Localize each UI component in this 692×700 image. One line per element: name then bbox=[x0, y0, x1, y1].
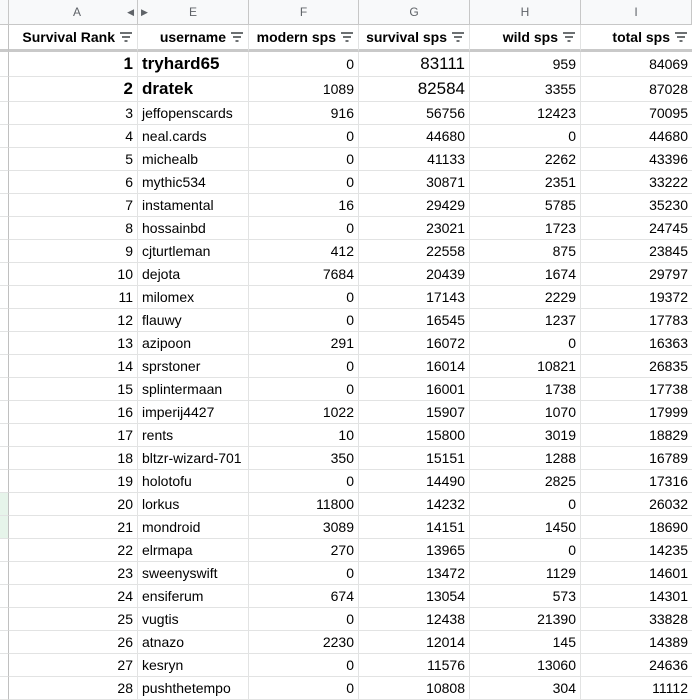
table-row bbox=[0, 677, 692, 700]
cell-wild-sps[interactable]: 3355 bbox=[470, 77, 581, 102]
cell-survival-sps[interactable]: 23021 bbox=[359, 217, 470, 240]
cell-modern-sps[interactable]: 0 bbox=[249, 171, 359, 194]
unhide-left-icon[interactable]: ◀ bbox=[127, 7, 134, 17]
cell-username[interactable]: instamental bbox=[138, 194, 249, 217]
cell-wild-sps[interactable]: 145 bbox=[470, 631, 581, 654]
cell-total-sps[interactable]: 84069 bbox=[581, 52, 692, 77]
cell-modern-sps[interactable]: 0 bbox=[249, 286, 359, 309]
cell-total-sps[interactable]: 14601 bbox=[581, 562, 692, 585]
cell-wild-sps[interactable]: 1070 bbox=[470, 401, 581, 424]
cell-wild-sps[interactable]: 2825 bbox=[470, 470, 581, 493]
cell-rank[interactable]: 1 bbox=[9, 52, 138, 77]
table-header-row bbox=[0, 25, 692, 52]
cell-modern-sps[interactable]: 350 bbox=[249, 447, 359, 470]
cell-rank[interactable]: 4 bbox=[9, 125, 138, 148]
cell-username[interactable]: jeffopenscards bbox=[138, 102, 249, 125]
cell-modern-sps[interactable]: 2230 bbox=[249, 631, 359, 654]
row-gutter bbox=[0, 171, 9, 194]
cell-total-sps[interactable]: 16789 bbox=[581, 447, 692, 470]
cell-wild-sps[interactable]: 1738 bbox=[470, 378, 581, 401]
cell-wild-sps[interactable]: 2351 bbox=[470, 171, 581, 194]
cell-modern-sps[interactable]: 0 bbox=[249, 470, 359, 493]
cell-username[interactable]: holotofu bbox=[138, 470, 249, 493]
cell-rank[interactable]: 15 bbox=[9, 378, 138, 401]
cell-rank[interactable]: 26 bbox=[9, 631, 138, 654]
cell-wild-sps[interactable]: 2262 bbox=[470, 148, 581, 171]
cell-wild-sps[interactable]: 21390 bbox=[470, 608, 581, 631]
cell-modern-sps[interactable]: 0 bbox=[249, 148, 359, 171]
cell-rank[interactable]: 24 bbox=[9, 585, 138, 608]
column-header-f[interactable] bbox=[249, 0, 359, 25]
row-gutter bbox=[0, 148, 9, 171]
cell-survival-sps[interactable]: 82584 bbox=[359, 77, 470, 102]
header-label: wild sps bbox=[502, 29, 558, 45]
cell-wild-sps[interactable]: 1723 bbox=[470, 217, 581, 240]
cell-total-sps[interactable]: 24636 bbox=[581, 654, 692, 677]
cell-username[interactable]: pushthetempo bbox=[138, 677, 249, 700]
cell-survival-sps[interactable]: 12014 bbox=[359, 631, 470, 654]
row-gutter bbox=[0, 424, 9, 447]
column-header-g[interactable] bbox=[359, 0, 470, 25]
cell-survival-sps[interactable]: 14490 bbox=[359, 470, 470, 493]
table-row bbox=[0, 263, 692, 286]
table-row bbox=[0, 631, 692, 654]
cell-total-sps[interactable]: 29797 bbox=[581, 263, 692, 286]
header-label: Survival Rank bbox=[22, 29, 115, 45]
cell-username[interactable]: flauwy bbox=[138, 309, 249, 332]
cell-rank[interactable]: 27 bbox=[9, 654, 138, 677]
cell-total-sps[interactable]: 33222 bbox=[581, 171, 692, 194]
cell-username[interactable]: hossainbd bbox=[138, 217, 249, 240]
row-gutter bbox=[0, 194, 9, 217]
table-row bbox=[0, 171, 692, 194]
header-label: username bbox=[159, 29, 226, 45]
cell-wild-sps[interactable]: 12423 bbox=[470, 102, 581, 125]
cell-survival-sps[interactable]: 83111 bbox=[359, 52, 470, 77]
cell-wild-sps[interactable]: 304 bbox=[470, 677, 581, 700]
cell-survival-sps[interactable]: 29429 bbox=[359, 194, 470, 217]
row-gutter bbox=[0, 25, 9, 52]
row-gutter bbox=[0, 539, 9, 562]
cell-username[interactable]: tryhard65 bbox=[138, 52, 249, 77]
cell-rank[interactable]: 19 bbox=[9, 470, 138, 493]
cell-rank[interactable]: 25 bbox=[9, 608, 138, 631]
table-row bbox=[0, 77, 692, 102]
row-gutter bbox=[0, 470, 9, 493]
column-letter: I bbox=[634, 5, 638, 19]
cell-modern-sps[interactable]: 0 bbox=[249, 608, 359, 631]
selection-marker bbox=[0, 493, 9, 515]
cell-total-sps[interactable]: 23845 bbox=[581, 240, 692, 263]
cell-username[interactable]: sweenyswift bbox=[138, 562, 249, 585]
header-label: modern sps bbox=[256, 29, 336, 45]
cell-modern-sps[interactable]: 0 bbox=[249, 355, 359, 378]
table-row bbox=[0, 102, 692, 125]
cell-survival-sps[interactable]: 44680 bbox=[359, 125, 470, 148]
cell-username[interactable]: elrmapa bbox=[138, 539, 249, 562]
cell-username[interactable]: atnazo bbox=[138, 631, 249, 654]
header-total-sps[interactable] bbox=[581, 25, 692, 52]
cell-username[interactable]: neal.cards bbox=[138, 125, 249, 148]
cell-username[interactable]: dejota bbox=[138, 263, 249, 286]
cell-modern-sps[interactable]: 7684 bbox=[249, 263, 359, 286]
row-gutter bbox=[0, 286, 9, 309]
cell-modern-sps[interactable]: 1089 bbox=[249, 77, 359, 102]
cell-username[interactable]: splintermaan bbox=[138, 378, 249, 401]
column-header-i[interactable] bbox=[581, 0, 692, 25]
cell-total-sps[interactable]: 17316 bbox=[581, 470, 692, 493]
cell-survival-sps[interactable]: 11576 bbox=[359, 654, 470, 677]
row-gutter bbox=[0, 125, 9, 148]
row-gutter bbox=[0, 77, 9, 102]
table-row bbox=[0, 447, 692, 470]
cell-survival-sps[interactable]: 41133 bbox=[359, 148, 470, 171]
row-gutter bbox=[0, 240, 9, 263]
table-row bbox=[0, 378, 692, 401]
cell-modern-sps[interactable]: 412 bbox=[249, 240, 359, 263]
cell-rank[interactable]: 23 bbox=[9, 562, 138, 585]
filter-icon[interactable] bbox=[120, 32, 132, 42]
cell-username[interactable]: ensiferum bbox=[138, 585, 249, 608]
cell-total-sps[interactable]: 16363 bbox=[581, 332, 692, 355]
column-letter: A bbox=[73, 5, 82, 19]
cell-rank[interactable]: 16 bbox=[9, 401, 138, 424]
cell-wild-sps[interactable]: 2229 bbox=[470, 286, 581, 309]
cell-total-sps[interactable]: 43396 bbox=[581, 148, 692, 171]
corner-cell[interactable] bbox=[0, 0, 9, 25]
row-gutter bbox=[0, 493, 9, 516]
column-letter: F bbox=[299, 5, 308, 19]
cell-total-sps[interactable]: 14389 bbox=[581, 631, 692, 654]
table-row bbox=[0, 148, 692, 171]
cell-total-sps[interactable]: 26032 bbox=[581, 493, 692, 516]
row-gutter bbox=[0, 332, 9, 355]
table-row bbox=[0, 217, 692, 240]
cell-survival-sps[interactable]: 22558 bbox=[359, 240, 470, 263]
cell-survival-sps[interactable]: 13054 bbox=[359, 585, 470, 608]
cell-rank[interactable]: 8 bbox=[9, 217, 138, 240]
table-row bbox=[0, 493, 692, 516]
unhide-right-icon[interactable]: ▶ bbox=[141, 7, 148, 17]
cell-username[interactable]: rents bbox=[138, 424, 249, 447]
filter-icon[interactable] bbox=[563, 32, 575, 42]
cell-total-sps[interactable]: 14235 bbox=[581, 539, 692, 562]
row-gutter bbox=[0, 447, 9, 470]
table-row bbox=[0, 516, 692, 539]
cell-username[interactable]: imperij4427 bbox=[138, 401, 249, 424]
cell-modern-sps[interactable]: 0 bbox=[249, 562, 359, 585]
cell-modern-sps[interactable]: 916 bbox=[249, 102, 359, 125]
table-row bbox=[0, 332, 692, 355]
cell-modern-sps[interactable]: 0 bbox=[249, 677, 359, 700]
cell-username[interactable]: dratek bbox=[138, 77, 249, 102]
cell-rank[interactable]: 14 bbox=[9, 355, 138, 378]
cell-wild-sps[interactable]: 0 bbox=[470, 539, 581, 562]
cell-total-sps[interactable]: 70095 bbox=[581, 102, 692, 125]
table-row bbox=[0, 562, 692, 585]
cell-rank[interactable]: 18 bbox=[9, 447, 138, 470]
cell-rank[interactable]: 10 bbox=[9, 263, 138, 286]
cell-rank[interactable]: 6 bbox=[9, 171, 138, 194]
table-body bbox=[0, 52, 692, 700]
cell-wild-sps[interactable]: 0 bbox=[470, 332, 581, 355]
cell-survival-sps[interactable]: 15907 bbox=[359, 401, 470, 424]
cell-wild-sps[interactable]: 0 bbox=[470, 125, 581, 148]
cell-username[interactable]: bltzr-wizard-701 bbox=[138, 447, 249, 470]
cell-total-sps[interactable]: 44680 bbox=[581, 125, 692, 148]
table-row bbox=[0, 286, 692, 309]
cell-survival-sps[interactable]: 14151 bbox=[359, 516, 470, 539]
cell-total-sps[interactable]: 18690 bbox=[581, 516, 692, 539]
cell-rank[interactable]: 7 bbox=[9, 194, 138, 217]
column-letter: H bbox=[520, 5, 530, 19]
cell-modern-sps[interactable]: 0 bbox=[249, 378, 359, 401]
header-wild-sps[interactable] bbox=[470, 25, 581, 52]
cell-total-sps[interactable]: 18829 bbox=[581, 424, 692, 447]
cell-total-sps[interactable]: 19372 bbox=[581, 286, 692, 309]
cell-rank[interactable]: 13 bbox=[9, 332, 138, 355]
cell-username[interactable]: kesryn bbox=[138, 654, 249, 677]
table-row bbox=[0, 125, 692, 148]
cell-rank[interactable]: 9 bbox=[9, 240, 138, 263]
cell-wild-sps[interactable]: 1237 bbox=[470, 309, 581, 332]
cell-modern-sps[interactable]: 0 bbox=[249, 125, 359, 148]
cell-total-sps[interactable]: 17999 bbox=[581, 401, 692, 424]
filter-icon[interactable] bbox=[231, 32, 243, 42]
table-row bbox=[0, 585, 692, 608]
cell-survival-sps[interactable]: 10808 bbox=[359, 677, 470, 700]
header-survival-rank[interactable] bbox=[9, 25, 138, 52]
row-gutter bbox=[0, 585, 9, 608]
cell-rank[interactable]: 22 bbox=[9, 539, 138, 562]
row-gutter bbox=[0, 631, 9, 654]
header-label: total sps bbox=[612, 29, 670, 45]
filter-icon[interactable] bbox=[675, 32, 687, 42]
row-gutter bbox=[0, 378, 9, 401]
cell-modern-sps[interactable]: 11800 bbox=[249, 493, 359, 516]
cell-survival-sps[interactable]: 16001 bbox=[359, 378, 470, 401]
column-header-e[interactable] bbox=[138, 0, 249, 25]
cell-modern-sps[interactable]: 10 bbox=[249, 424, 359, 447]
cell-survival-sps[interactable]: 17143 bbox=[359, 286, 470, 309]
cell-modern-sps[interactable]: 0 bbox=[249, 52, 359, 77]
cell-survival-sps[interactable]: 13965 bbox=[359, 539, 470, 562]
cell-total-sps[interactable]: 87028 bbox=[581, 77, 692, 102]
row-gutter bbox=[0, 309, 9, 332]
cell-username[interactable]: mythic534 bbox=[138, 171, 249, 194]
cell-survival-sps[interactable]: 16545 bbox=[359, 309, 470, 332]
row-gutter bbox=[0, 677, 9, 700]
cell-wild-sps[interactable]: 1288 bbox=[470, 447, 581, 470]
filter-icon[interactable] bbox=[452, 32, 464, 42]
cell-wild-sps[interactable]: 13060 bbox=[470, 654, 581, 677]
cell-modern-sps[interactable]: 674 bbox=[249, 585, 359, 608]
cell-rank[interactable]: 21 bbox=[9, 516, 138, 539]
row-gutter bbox=[0, 654, 9, 677]
cell-rank[interactable]: 12 bbox=[9, 309, 138, 332]
table-row bbox=[0, 401, 692, 424]
cell-rank[interactable]: 17 bbox=[9, 424, 138, 447]
table-row bbox=[0, 52, 692, 77]
cell-modern-sps[interactable]: 16 bbox=[249, 194, 359, 217]
cell-rank[interactable]: 2 bbox=[9, 77, 138, 102]
table-row bbox=[0, 608, 692, 631]
header-modern-sps[interactable] bbox=[249, 25, 359, 52]
column-header-a[interactable] bbox=[9, 0, 138, 25]
table-row bbox=[0, 309, 692, 332]
cell-survival-sps[interactable]: 13472 bbox=[359, 562, 470, 585]
cell-wild-sps[interactable]: 875 bbox=[470, 240, 581, 263]
cell-survival-sps[interactable]: 12438 bbox=[359, 608, 470, 631]
cell-wild-sps[interactable]: 573 bbox=[470, 585, 581, 608]
cell-modern-sps[interactable]: 3089 bbox=[249, 516, 359, 539]
column-header-h[interactable] bbox=[470, 0, 581, 25]
cell-total-sps[interactable]: 17783 bbox=[581, 309, 692, 332]
header-label: survival sps bbox=[366, 29, 447, 45]
cell-wild-sps[interactable]: 3019 bbox=[470, 424, 581, 447]
cell-wild-sps[interactable]: 959 bbox=[470, 52, 581, 77]
cell-username[interactable]: azipoon bbox=[138, 332, 249, 355]
cell-wild-sps[interactable]: 1450 bbox=[470, 516, 581, 539]
cell-rank[interactable]: 20 bbox=[9, 493, 138, 516]
cell-rank[interactable]: 11 bbox=[9, 286, 138, 309]
row-gutter bbox=[0, 516, 9, 539]
cell-wild-sps[interactable]: 1674 bbox=[470, 263, 581, 286]
cell-wild-sps[interactable]: 10821 bbox=[470, 355, 581, 378]
selection-marker bbox=[0, 516, 9, 538]
cell-survival-sps[interactable]: 16072 bbox=[359, 332, 470, 355]
cell-total-sps[interactable]: 14301 bbox=[581, 585, 692, 608]
cell-survival-sps[interactable]: 15800 bbox=[359, 424, 470, 447]
cell-total-sps[interactable]: 35230 bbox=[581, 194, 692, 217]
column-letters-row bbox=[0, 0, 692, 25]
cell-username[interactable]: sprstoner bbox=[138, 355, 249, 378]
row-gutter bbox=[0, 401, 9, 424]
cell-survival-sps[interactable]: 30871 bbox=[359, 171, 470, 194]
table-row bbox=[0, 194, 692, 217]
header-survival-sps[interactable] bbox=[359, 25, 470, 52]
table-row bbox=[0, 355, 692, 378]
row-gutter bbox=[0, 562, 9, 585]
cell-modern-sps[interactable]: 291 bbox=[249, 332, 359, 355]
cell-username[interactable]: lorkus bbox=[138, 493, 249, 516]
header-username[interactable] bbox=[138, 25, 249, 52]
cell-modern-sps[interactable]: 0 bbox=[249, 309, 359, 332]
row-gutter bbox=[0, 263, 9, 286]
row-gutter bbox=[0, 608, 9, 631]
cell-total-sps[interactable]: 11112 bbox=[581, 677, 692, 700]
column-letter: E bbox=[188, 5, 197, 19]
cell-username[interactable]: cjturtleman bbox=[138, 240, 249, 263]
cell-survival-sps[interactable]: 20439 bbox=[359, 263, 470, 286]
cell-survival-sps[interactable]: 16014 bbox=[359, 355, 470, 378]
cell-survival-sps[interactable]: 15151 bbox=[359, 447, 470, 470]
cell-total-sps[interactable]: 24745 bbox=[581, 217, 692, 240]
cell-username[interactable]: vugtis bbox=[138, 608, 249, 631]
row-gutter bbox=[0, 217, 9, 240]
cell-modern-sps[interactable]: 1022 bbox=[249, 401, 359, 424]
row-gutter bbox=[0, 102, 9, 125]
cell-rank[interactable]: 28 bbox=[9, 677, 138, 700]
cell-username[interactable]: michealb bbox=[138, 148, 249, 171]
cell-wild-sps[interactable]: 0 bbox=[470, 493, 581, 516]
cell-total-sps[interactable]: 17738 bbox=[581, 378, 692, 401]
cell-rank[interactable]: 3 bbox=[9, 102, 138, 125]
cell-rank[interactable]: 5 bbox=[9, 148, 138, 171]
row-gutter bbox=[0, 355, 9, 378]
table-row bbox=[0, 539, 692, 562]
table-row bbox=[0, 654, 692, 677]
row-gutter bbox=[0, 52, 9, 77]
cell-wild-sps[interactable]: 1129 bbox=[470, 562, 581, 585]
table-row bbox=[0, 424, 692, 447]
cell-survival-sps[interactable]: 14232 bbox=[359, 493, 470, 516]
cell-username[interactable]: mondroid bbox=[138, 516, 249, 539]
cell-survival-sps[interactable]: 56756 bbox=[359, 102, 470, 125]
column-letter: G bbox=[409, 5, 419, 19]
cell-modern-sps[interactable]: 270 bbox=[249, 539, 359, 562]
table-row bbox=[0, 240, 692, 263]
cell-wild-sps[interactable]: 5785 bbox=[470, 194, 581, 217]
cell-total-sps[interactable]: 33828 bbox=[581, 608, 692, 631]
cell-modern-sps[interactable]: 0 bbox=[249, 217, 359, 240]
cell-username[interactable]: milomex bbox=[138, 286, 249, 309]
cell-total-sps[interactable]: 26835 bbox=[581, 355, 692, 378]
cell-modern-sps[interactable]: 0 bbox=[249, 654, 359, 677]
table-row bbox=[0, 470, 692, 493]
filter-icon[interactable] bbox=[341, 32, 353, 42]
